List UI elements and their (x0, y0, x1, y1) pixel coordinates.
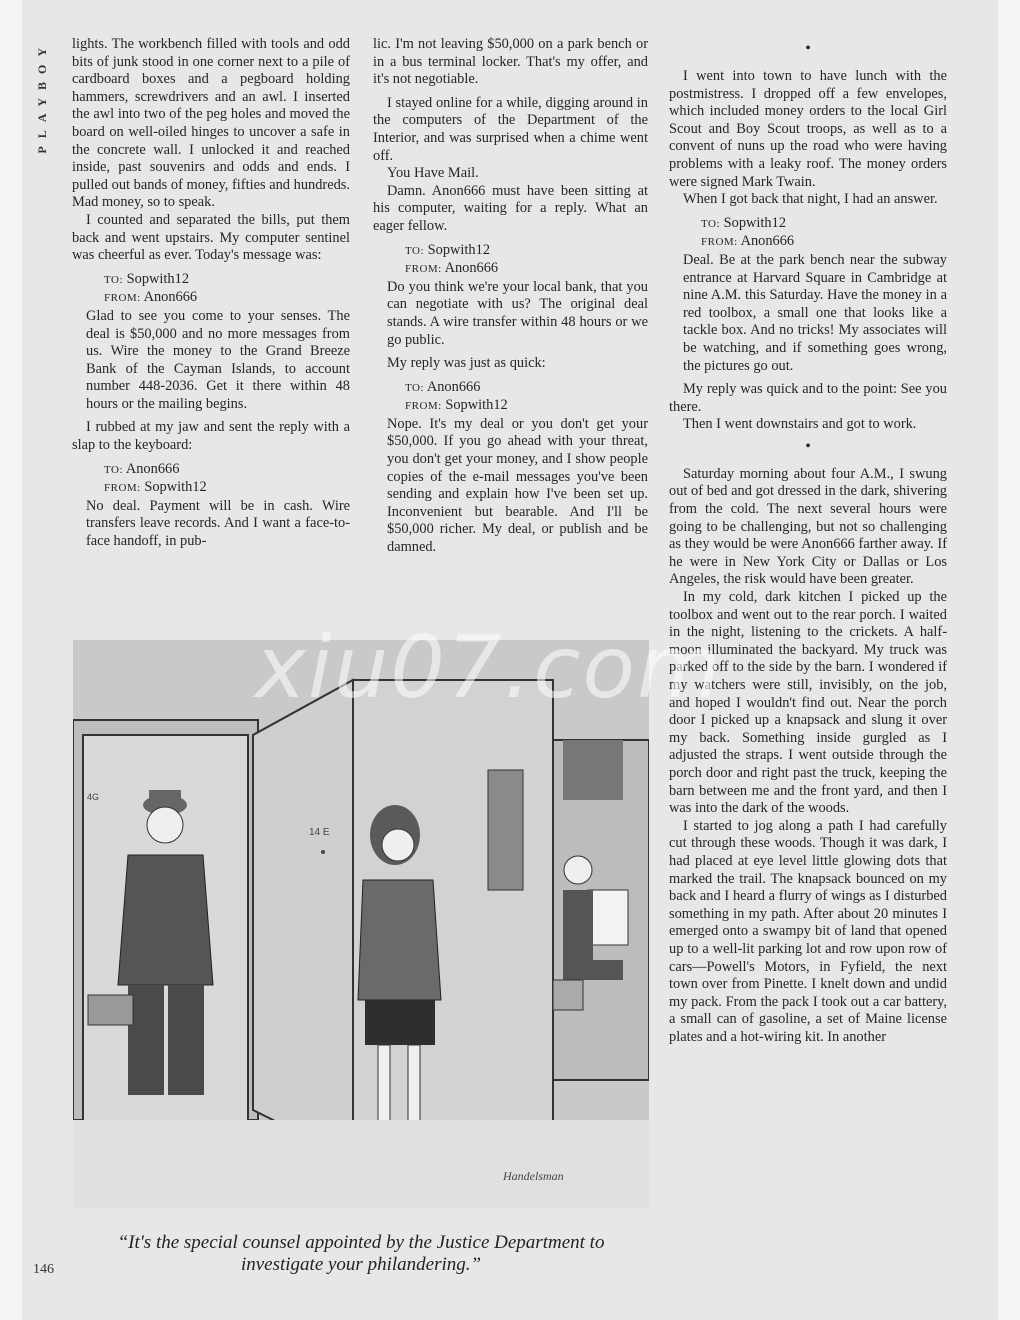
from-value: Sopwith12 (144, 479, 207, 496)
door-number-right: 14 E (309, 827, 330, 838)
caption-line-1: “It's the special counsel appointed by the Justice Department to (117, 1232, 605, 1253)
paragraph: I rubbed at my jaw and sent the reply with a slap to the keyboard: (72, 419, 350, 454)
from-value: Anon666 (740, 233, 795, 250)
message-body: No deal. Payment will be in cash. Wire transfers leave records. And I want a face-to-face handoff, in pub- (86, 497, 350, 550)
email-message (373, 242, 648, 350)
email-message (72, 271, 350, 414)
page-number: 146 (33, 1262, 54, 1277)
caption-line-2: investigate your philandering.” (240, 1254, 482, 1275)
paragraph: You Have Mail. (387, 165, 479, 182)
to-value: Sopwith12 (723, 214, 787, 231)
paragraph: lights. The workbench filled with tools and odd bits of junk stood in one corner next to a pile of cardboard boxes and a pegboard holding hammers, screwdrivers and an awl. I inserted the awl into two of the peg holes and moved the board on well-oiled hinges to uncover a safe in the concrete wall. I unlocked it and reached inside, past souvenirs and odds and ends. I pulled out bands of money, fifties and hundreds. Mad money, so to speak. (72, 36, 350, 211)
text-column-2 (373, 36, 648, 557)
to-value: Anon666 (426, 378, 481, 395)
email-message (373, 379, 648, 557)
door-number-left: 4G (87, 792, 100, 802)
message-body: Deal. Be at the park bench near the subway entrance at Harvard Square in Cambridge at nine A.M. this Saturday. Have the money in a red toolbox, a small one that looks like a tackle box. And no tricks! My associates will be watching, and if something goes wrong, the pictures go out. (683, 251, 947, 374)
from-label: FROM: (405, 400, 442, 413)
email-message (669, 215, 947, 375)
cartoon-illustration (73, 640, 649, 1208)
to-value: Sopwith12 (427, 241, 491, 258)
paragraph: Then I went downstairs and got to work. (683, 416, 917, 433)
from-value: Anon666 (143, 289, 198, 306)
from-value: Anon666 (444, 260, 499, 277)
from-value: Sopwith12 (445, 397, 508, 414)
paragraph: When I got back that night, I had an answer. (683, 191, 938, 208)
cartoon-caption (73, 1232, 649, 1276)
to-value: Anon666 (125, 460, 180, 477)
message-body: Glad to see you come to your senses. The deal is $50,000 and no more messages from us. Wire the money to the Grand Breeze Bank of the Cayman Islands, to account number 448-2036. Get it there within 48 hours or the mailing begins. (86, 307, 350, 412)
message-body: Nope. It's my deal or you don't get your $50,000. If you go ahead with your threat, you don't get your money, and I show people copies of the e-mail messages you've been sending and explain how I've been set up. Inconvenient but bearable. And I'll be $50,000 richer. My deal, or publish and be damned. (387, 415, 648, 556)
artist-signature: Handelsman (503, 1169, 564, 1183)
from-label: FROM: (701, 236, 738, 249)
to-label: TO: (104, 273, 124, 286)
to-value: Sopwith12 (126, 270, 190, 287)
from-label: FROM: (405, 263, 442, 276)
text-column-1 (72, 36, 350, 551)
paragraph: I started to jog along a path I had carefully cut through these woods. Though it was dark, I had placed at eye level little glowing dots that marked the trail. The knapsack bounced on my back and I heard a flurry of wings as I disturbed something in my path. After about 20 minutes I emerged onto a swampy bit of land that opened up to a well-lit parking lot and row upon row of cars—Powell's Motors, in Fyfield, the next town over from Pinette. I knelt down and undid my pack. From the pack I took out a car battery, a small can of gasoline, a set of Maine license plates and a hot-wiring kit. In another (669, 817, 947, 1045)
from-label: FROM: (104, 482, 141, 495)
paragraph: I counted and separated the bills, put them back and went upstairs. My computer sentinel was cheerful as ever. Today's message was: (72, 211, 350, 264)
text-column-3 (669, 36, 947, 1046)
paragraph: In my cold, dark kitchen I picked up the toolbox and went out to the rear porch. I waited in the night, listening to the crickets. A half-moon illuminated the backyard. My truck was parked off to the side by the barn. I wondered if my watchers were still, invisibly, on the job, and hoped I wouldn't find out. Near the porch door I picked up a knapsack and slung it over my back. Something inside gurgled as I adjusted the straps. I went outside through the porch door and right past the truck, keeping the barn between me and the front yard, and then I was into the dark of the woods. (669, 589, 947, 817)
section-break-bullet: • (805, 40, 811, 57)
to-label: TO: (701, 217, 721, 230)
to-label: TO: (405, 244, 425, 257)
section-break-bullet: • (805, 437, 811, 455)
to-label: TO: (405, 381, 425, 394)
paragraph: My reply was just as quick: (387, 355, 546, 372)
paragraph: I went into town to have lunch with the postmistress. I dropped off a few envelopes, which included money orders to the local Girl Scout and Boy Scout troops, as well as to a convent of nuns up the road who were having problems with a leaky roof. The money orders were signed Mark Twain. (669, 68, 947, 190)
from-label: FROM: (104, 292, 141, 305)
magazine-name: PLAYBOY (35, 40, 49, 154)
paragraph: Damn. Anon666 must have been sitting at his computer, waiting for a reply. What an eager fellow. (373, 182, 648, 234)
paragraph: I stayed online for a while, digging around in the computers of the Department of the Interior, and was surprised when a chime went off. (373, 94, 648, 164)
message-body-continued: lic. I'm not leaving $50,000 on a park bench or in a bus terminal locker. That's my offer, and it's not negotiable. (373, 36, 648, 88)
email-message (72, 461, 350, 551)
to-label: TO: (104, 463, 124, 476)
paragraph: Saturday morning about four A.M., I swung out of bed and got dressed in the dark, shivering from the cold. The next several hours were going to be challenging, but not so challenging as they would be were Anon666 farther away. If he were in New York City or Dallas or Los Angeles, the risk would have been greater. (669, 465, 947, 588)
paragraph: My reply was quick and to the point: See you there. (669, 381, 947, 415)
watermark: xiu07.com (255, 618, 723, 718)
message-body: Do you think we're your local bank, that you can negotiate with us? The original deal stands. A wire transfer within 48 hours or we go public. (387, 278, 648, 348)
